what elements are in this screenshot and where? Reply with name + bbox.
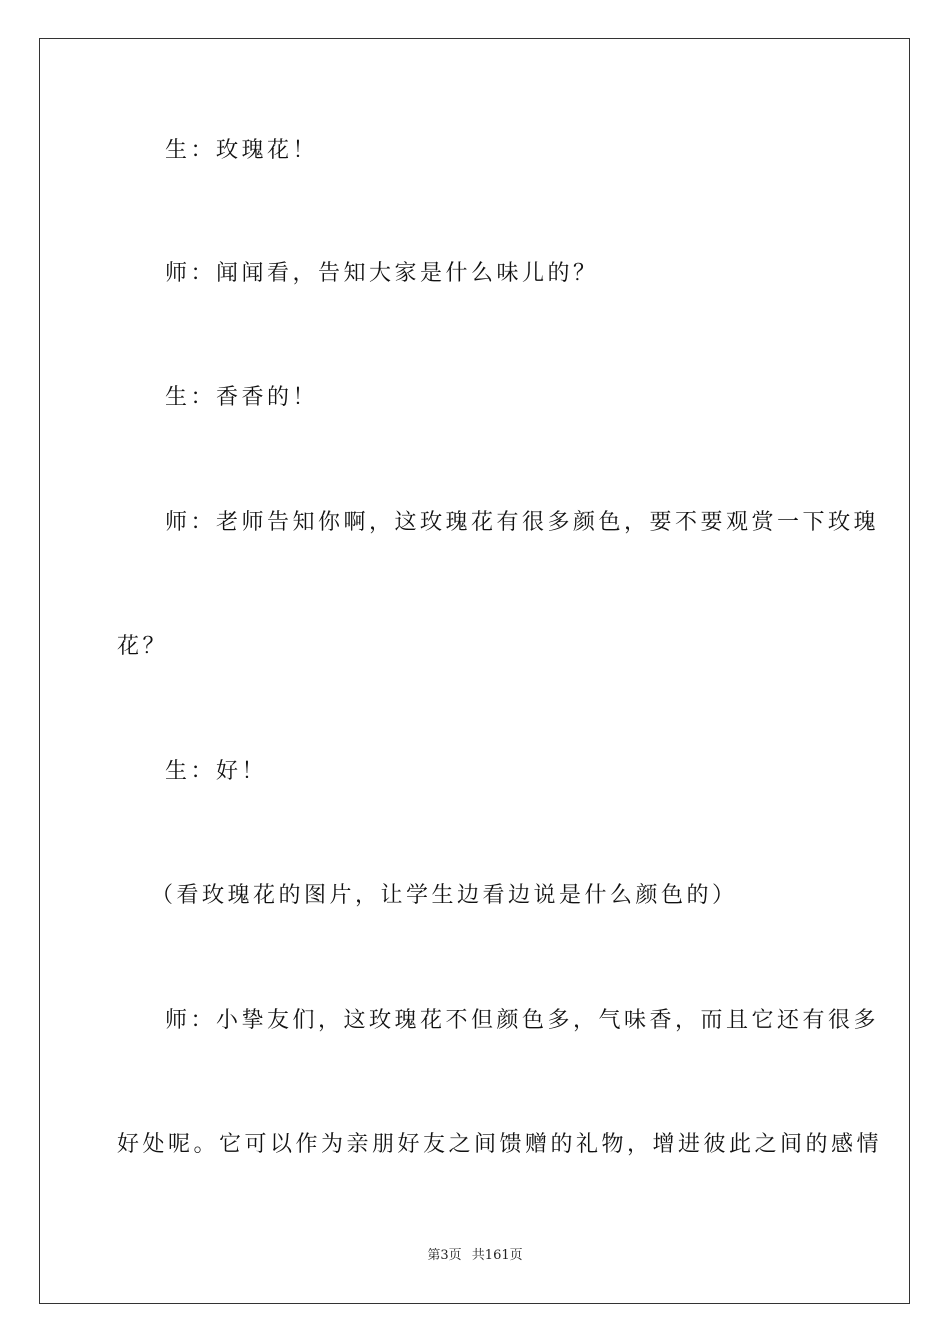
text-line: （看玫瑰花的图片，让学生边看边说是什么颜色的） (151, 883, 738, 908)
text-line: 生：玫瑰花！ (165, 138, 319, 163)
page-number: 第3页 (427, 1248, 462, 1263)
text-line: 师：老师告知你啊，这玫瑰花有很多颜色，要不要观赏一下玫瑰 (165, 510, 880, 535)
page-frame (39, 38, 910, 1304)
text-line: 花？ (117, 634, 169, 659)
text-line: 好处呢。它可以作为亲朋好友之间馈赠的礼物，增进彼此之间的感情 (117, 1132, 883, 1157)
text-line: 师：小挚友们，这玫瑰花不但颜色多，气味香，而且它还有很多 (165, 1008, 880, 1033)
page-footer (0, 1247, 950, 1265)
text-line: 生：好！ (165, 759, 268, 784)
total-pages: 共161页 (471, 1248, 523, 1263)
text-line: 生：香香的！ (165, 385, 319, 410)
text-line: 师：闻闻看，告知大家是什么味儿的？ (165, 261, 599, 286)
